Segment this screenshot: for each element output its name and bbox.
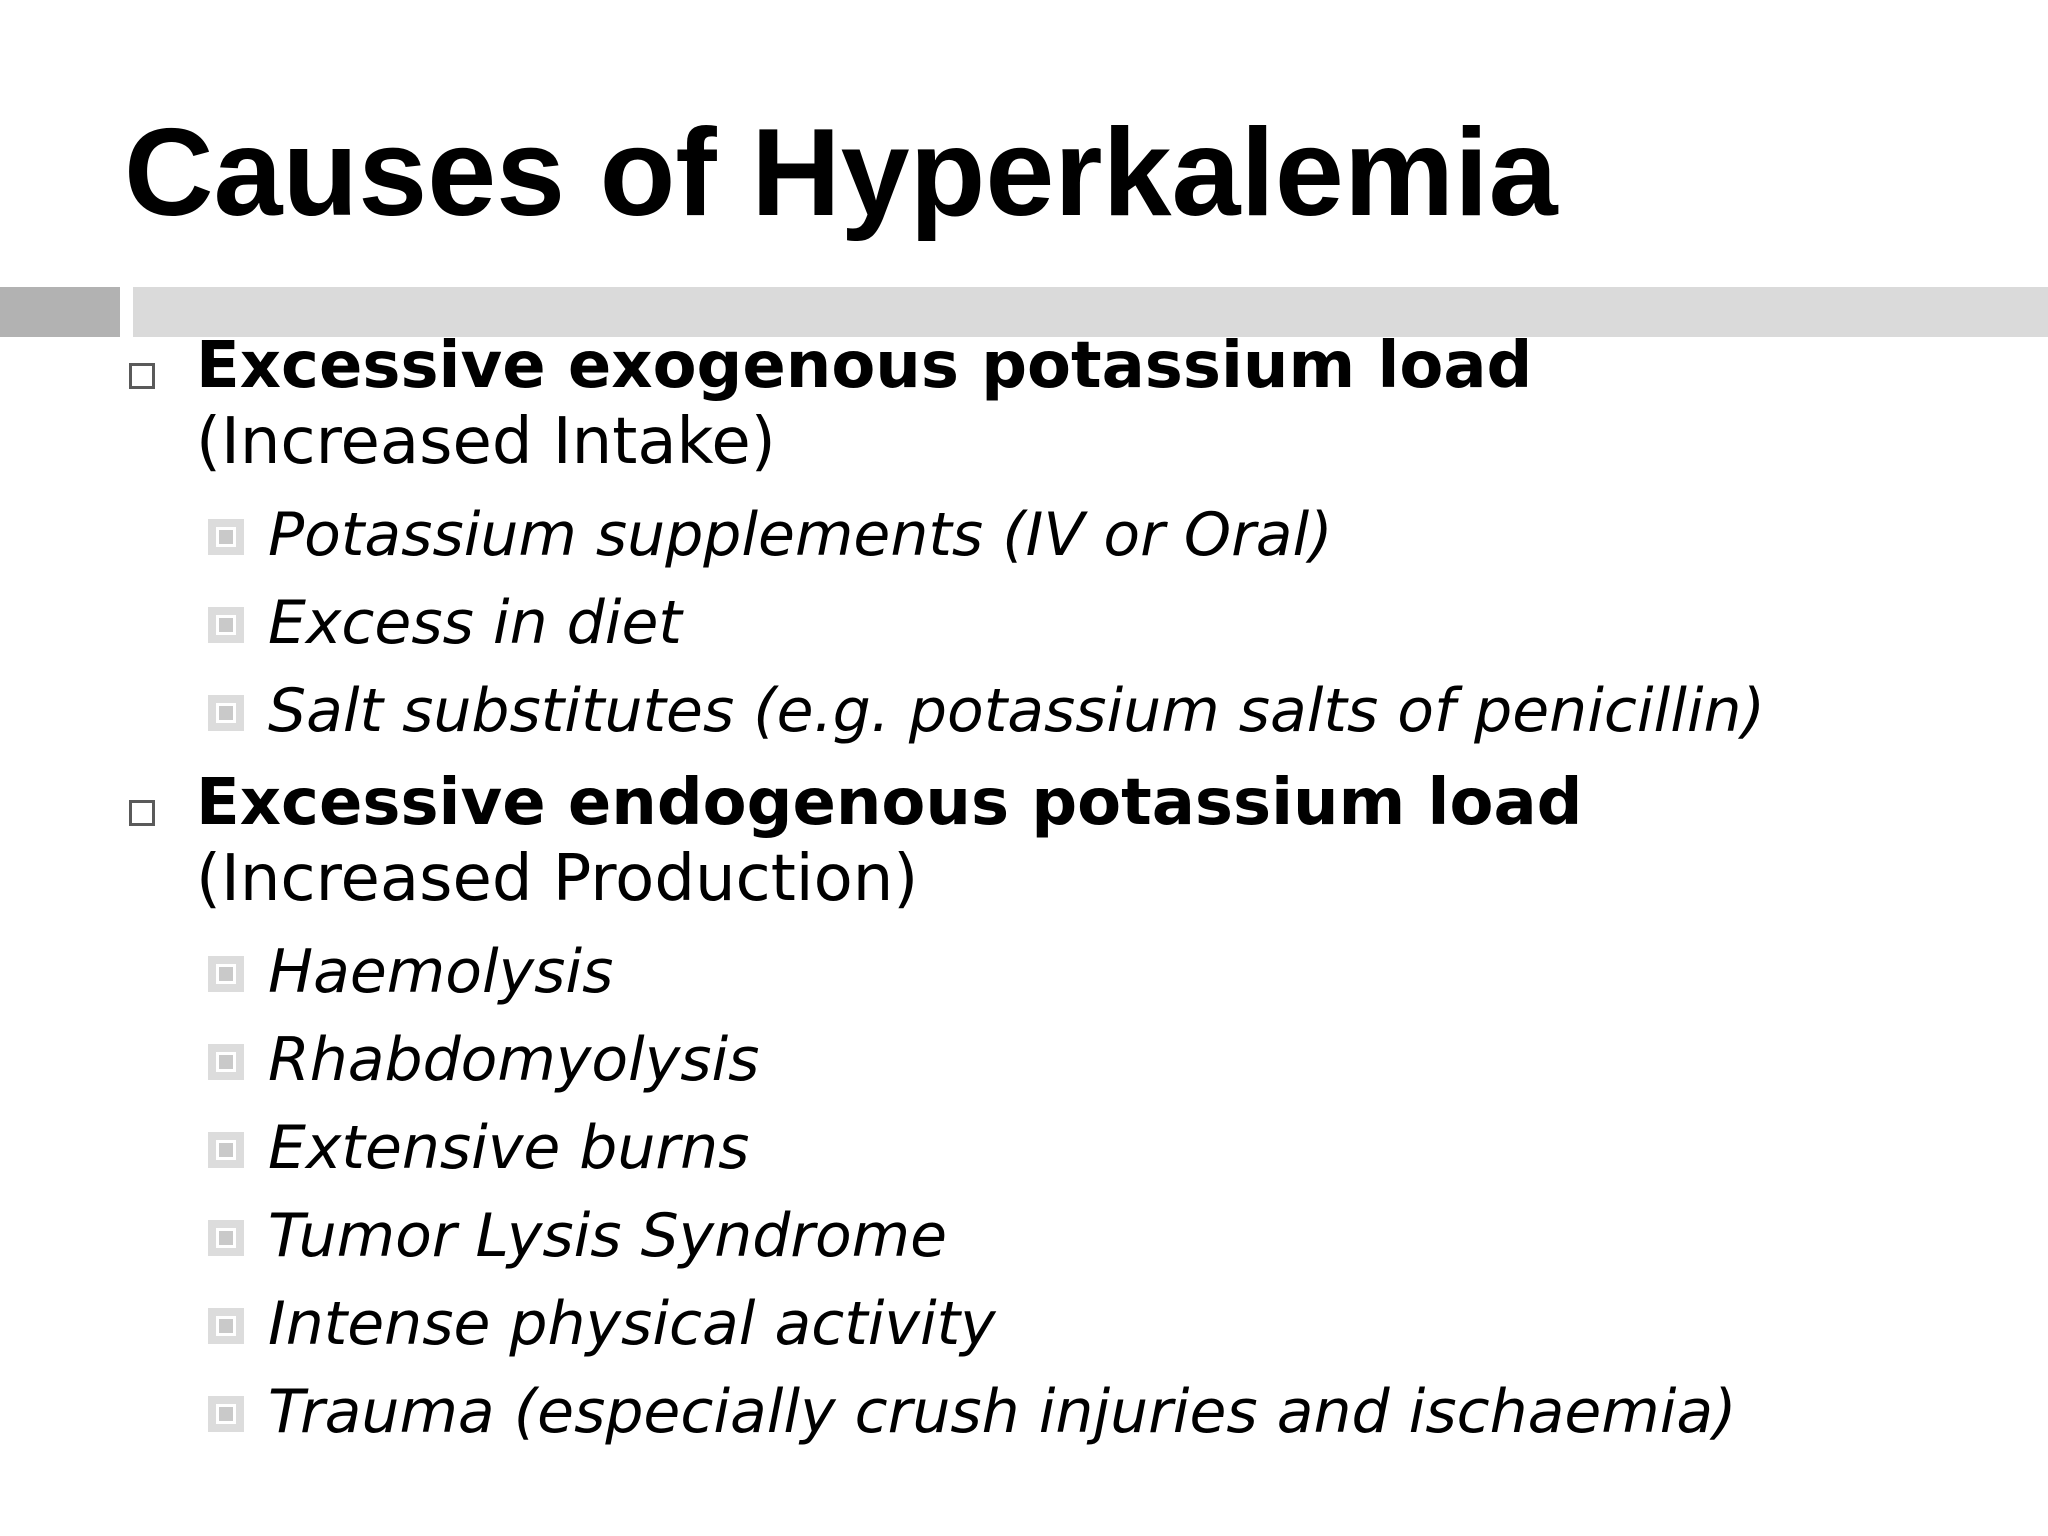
- slide-title: Causes of Hyperkalemia: [124, 104, 1558, 242]
- sub-bullet-icon: [208, 1396, 244, 1432]
- sub-bullet-icon: [208, 1308, 244, 1344]
- list-item: Rhabdomyolysis: [268, 1025, 760, 1095]
- list-item: Salt substitutes (e.g. potassium salts of penicillin): [268, 676, 1765, 746]
- list-item: Extensive burns: [268, 1113, 750, 1183]
- accent-bar-left: [0, 287, 120, 337]
- section-heading-bold: Excessive exogenous potassium load: [196, 329, 1533, 403]
- section-heading-normal: (Increased Production): [196, 842, 919, 916]
- list-item: Excess in diet: [268, 588, 682, 658]
- sub-bullet-icon: [208, 1044, 244, 1080]
- square-bullet-icon: [129, 800, 155, 826]
- section-heading-bold: Excessive endogenous potassium load: [196, 766, 1583, 840]
- square-bullet-icon: [129, 363, 155, 389]
- section-heading: [196, 328, 1836, 480]
- sub-bullet-icon: [208, 956, 244, 992]
- list-item: Tumor Lysis Syndrome: [268, 1201, 948, 1271]
- sub-bullet-icon: [208, 607, 244, 643]
- sub-bullet-icon: [208, 1220, 244, 1256]
- sub-bullet-icon: [208, 1132, 244, 1168]
- list-item: Potassium supplements (IV or Oral): [268, 500, 1333, 570]
- list-item: Intense physical activity: [268, 1289, 996, 1359]
- sub-bullet-icon: [208, 519, 244, 555]
- list-item: Haemolysis: [268, 937, 614, 1007]
- section-heading: [196, 765, 1836, 917]
- sub-bullet-icon: [208, 695, 244, 731]
- list-item: Trauma (especially crush injuries and ischaemia): [268, 1377, 1737, 1447]
- section-heading-normal: (Increased Intake): [196, 405, 776, 479]
